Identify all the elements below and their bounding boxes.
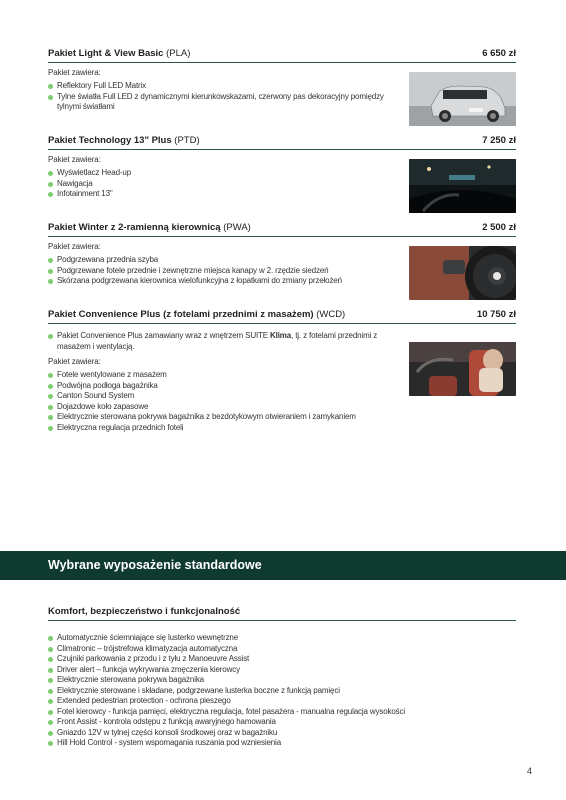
- section-banner: [0, 551, 566, 580]
- list-item: Elektryczna regulacja przednich foteli: [48, 423, 378, 434]
- page-number: 4: [526, 766, 532, 776]
- list-item: Infotainment 13": [48, 189, 516, 200]
- package-header: [48, 222, 516, 237]
- package-name: Pakiet Technology 13" Plus: [48, 135, 172, 146]
- note-text: Pakiet Convenience Plus zamawiany wraz z wnętrzem SUITE: [57, 331, 271, 340]
- package-code: (PWA): [223, 222, 251, 233]
- package-price: 7 250 zł: [482, 135, 516, 146]
- package-code: (WCD): [316, 309, 346, 320]
- package-convenience-plus: [48, 309, 516, 433]
- package-name: Pakiet Convenience Plus (z fotelami przednimi z masażem): [48, 309, 314, 320]
- section-banner-title: Wybrane wyposażenie standardowe: [48, 558, 262, 572]
- list-item: Gniazdo 12V w tylnej części konsoli środkowej oraz w bagażniku: [48, 728, 516, 739]
- package-price: 2 500 zł: [482, 222, 516, 233]
- package-light-view: [48, 48, 516, 113]
- package-header: [48, 48, 516, 63]
- list-item: Front Assist - kontrola odstępu z funkcją awaryjnego hamowania: [48, 717, 516, 728]
- section-heading: Komfort, bezpieczeństwo i funkcjonalność: [48, 606, 516, 621]
- package-contents-label: Pakiet zawiera:: [48, 242, 101, 251]
- package-winter: [48, 222, 516, 287]
- package-price: 10 750 zł: [476, 309, 516, 320]
- list-item: Hill Hold Control - system wspomagania ruszania pod wzniesienia: [48, 738, 516, 749]
- list-item: Czujniki parkowania z przodu i z tyłu z Manoeuvre Assist: [48, 654, 516, 665]
- package-price: 6 650 zł: [482, 48, 516, 59]
- package-contents-label: Pakiet zawiera:: [48, 68, 101, 77]
- list-item: Driver alert – funkcja wykrywania zmęczenia kierowcy: [48, 665, 516, 676]
- list-item: Elektrycznie sterowane i składane, podgrzewane lusterka boczne z funkcją pamięci: [48, 686, 516, 697]
- list-item: Podgrzewane fotele przednie i zewnętrzne miejsca kanapy w 2. rzędzie siedzeń: [48, 266, 516, 277]
- list-item: Podgrzewana przednia szyba: [48, 255, 516, 266]
- list-item: Skórzana podgrzewana kierownica wielofunkcyjna z łopatkami do zmiany przełożeń: [48, 276, 516, 287]
- head-up-display-image: [409, 159, 516, 213]
- car-exterior-image: [409, 72, 516, 126]
- steering-wheel-image: [409, 246, 516, 300]
- list-item: Nawigacja: [48, 179, 516, 190]
- list-item: Elektrycznie sterowana pokrywa bagażnika: [48, 675, 516, 686]
- list-item: Reflektory Full LED Matrix: [48, 81, 398, 92]
- package-item-list: [48, 81, 398, 113]
- list-item: Extended pedestrian protection - ochrona pieszego: [48, 696, 516, 707]
- list-item: Fotel kierowcy - funkcja pamięci, elektryczna regulacja, fotel pasażera - manualna regulacja wysokości: [48, 707, 516, 718]
- package-contents-label: Pakiet zawiera:: [48, 357, 101, 366]
- list-item: Automatycznie ściemniające się lusterko wewnętrzne: [48, 633, 516, 644]
- package-title: [48, 309, 345, 320]
- package-code: (PTD): [174, 135, 200, 146]
- package-note-text: [48, 331, 378, 352]
- list-item: Dojazdowe koło zapasowe: [48, 402, 378, 413]
- package-name: Pakiet Winter z 2-ramienną kierownicą: [48, 222, 221, 233]
- massage-seats-image: [409, 342, 516, 396]
- package-contents-label: Pakiet zawiera:: [48, 155, 101, 164]
- package-item-list: [48, 370, 378, 433]
- standard-equipment-list: [48, 633, 516, 749]
- list-item: Tylne światła Full LED z dynamicznymi kierunkowskazami, czerwony pas dekoracyjny pomiędzy tylnymi światłami: [48, 92, 398, 113]
- package-header: [48, 135, 516, 150]
- note-text: , tj. z fotelami przednimi z masażem i wentylacją.: [57, 331, 378, 351]
- list-item: Canton Sound System: [48, 391, 378, 402]
- list-item: Fotele wentylowane z masażem: [48, 370, 378, 381]
- list-item: Podwójna podłoga bagażnika: [48, 381, 378, 392]
- note-bold-text: Klima: [270, 331, 292, 340]
- package-note: [48, 331, 378, 352]
- package-title: [48, 48, 190, 59]
- package-technology: [48, 135, 516, 200]
- package-name: Pakiet Light & View Basic: [48, 48, 164, 59]
- package-title: [48, 222, 251, 233]
- package-header: [48, 309, 516, 324]
- standard-equipment-section: [48, 606, 516, 749]
- list-item: Wyświetlacz Head-up: [48, 168, 516, 179]
- package-code: (PLA): [166, 48, 191, 59]
- list-item: Climatronic – trójstrefowa klimatyzacja automatyczna: [48, 644, 516, 655]
- list-item: Elektrycznie sterowana pokrywa bagażnika z bezdotykowym otwieraniem i zamykaniem: [48, 412, 378, 423]
- package-title: [48, 135, 200, 146]
